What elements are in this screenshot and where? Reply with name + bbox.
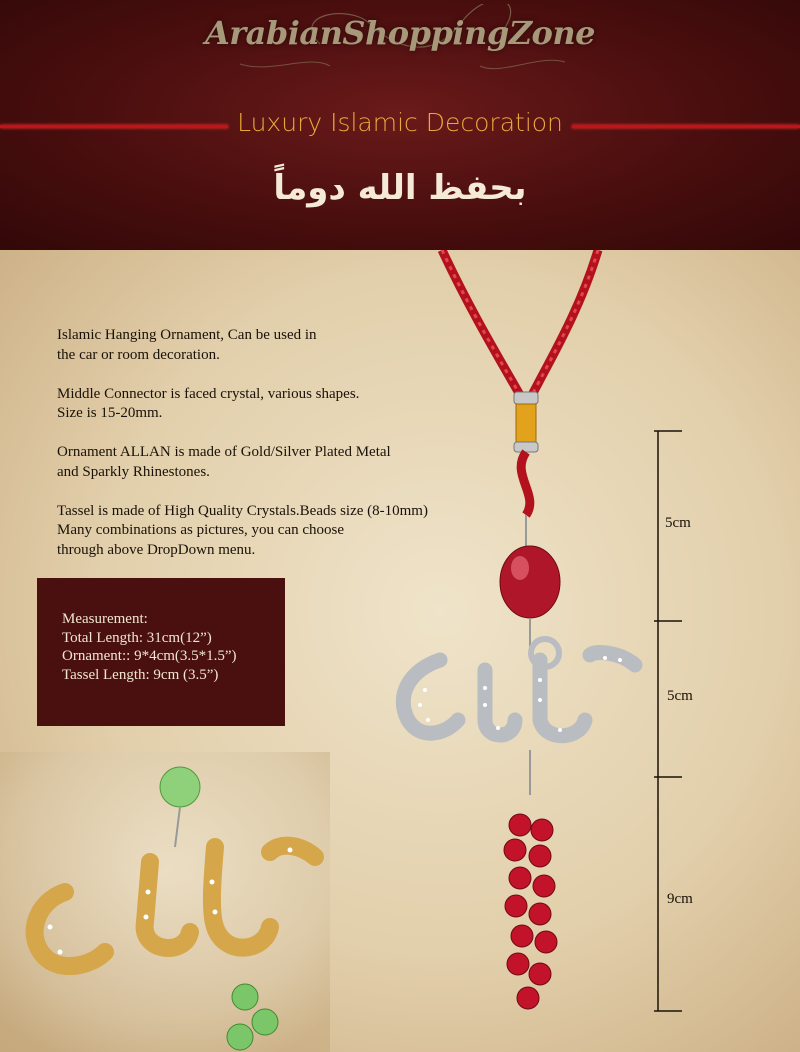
description-line: Size is 15-20mm. [57, 405, 163, 421]
dimension-bracket [650, 425, 690, 1015]
divider-right [572, 125, 800, 128]
header-banner [0, 0, 800, 250]
arabic-title: بحفظ الله دوماً [273, 168, 527, 208]
description-line: Middle Connector is faced crystal, various shapes. [57, 385, 360, 402]
red-cord-icon [521, 452, 530, 515]
description-line: Tassel is made of High Quality Crystals.Beads size (8-10mm) [57, 502, 428, 519]
dimension-label: 9cm [667, 891, 693, 907]
allah-ornament-icon [403, 639, 635, 736]
red-crystal-icon [500, 546, 560, 618]
description-line: Ornament ALLAN is made of Gold/Silver Plated Metal [57, 444, 391, 460]
brand-logo: ArabianShoppingZone [204, 14, 596, 52]
red-cord-icon [442, 250, 598, 395]
gold-band-icon [516, 404, 536, 444]
description-line: Islamic Hanging Ornament, Can be used in [57, 327, 317, 343]
green-crystal-icon [160, 767, 200, 807]
tassel-length: Tassel Length: 9cm (3.5”) [62, 666, 219, 683]
gold-ornament-photo [0, 752, 330, 1052]
measurement-heading: Measurement: [62, 611, 148, 627]
clasp-icon [514, 442, 538, 452]
description-line: through above DropDown menu. [57, 541, 256, 558]
tagline-row [0, 104, 800, 148]
total-length: Total Length: 31cm(12”) [62, 629, 212, 646]
dimension-label: 5cm [667, 688, 693, 704]
crystal-highlight-icon [511, 556, 529, 580]
measurement-details [62, 610, 282, 684]
clasp-icon [514, 392, 538, 404]
product-ornament-image [380, 250, 680, 1020]
ornament-size: Ornament:: 9*4cm(3.5*1.5”) [62, 648, 237, 664]
dimension-label: 5cm [665, 515, 691, 531]
description-line: and Sparkly Rhinestones. [57, 463, 210, 480]
description-line: Many combinations as pictures, you can choose [57, 522, 345, 538]
bead-tassel-icon [504, 814, 557, 1009]
tagline: Luxury Islamic Decoration [237, 108, 563, 137]
description-line: the car or room decoration. [57, 346, 220, 363]
